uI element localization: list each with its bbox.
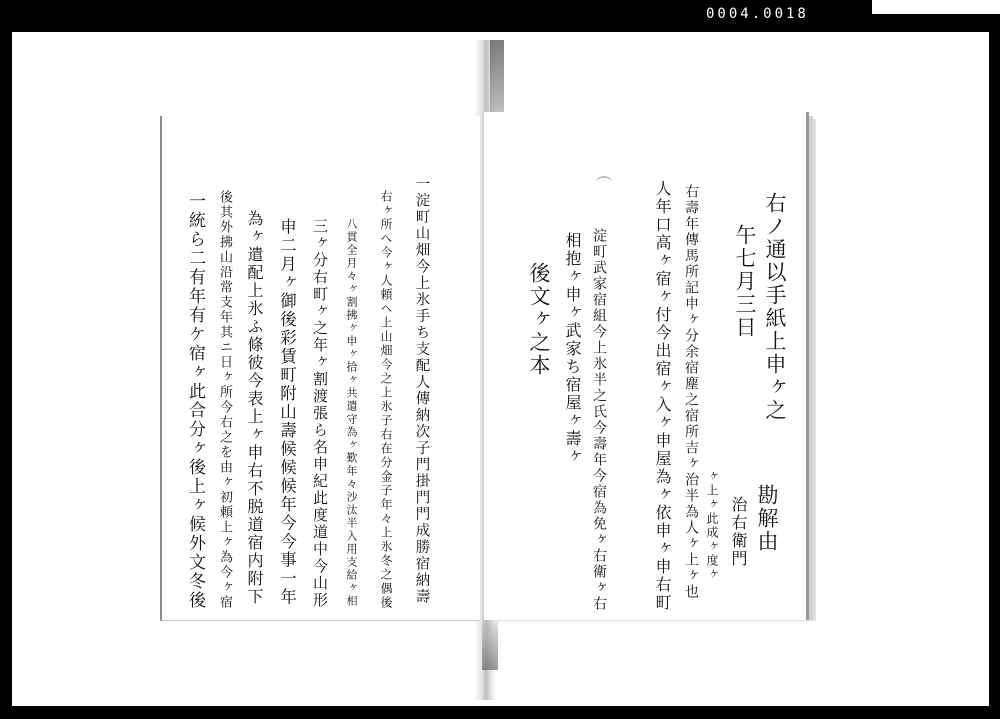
- signature-name: 治右衛門: [729, 496, 748, 568]
- right-column-6: 後文ヶ之本: [527, 262, 551, 377]
- left-column-1: 一淀町山畑今上氷手ち支配人傳納次子門掛門門成勝宿納壽: [413, 176, 430, 605]
- left-column-7: 後其外拂山沿常支年其ニ日ヶ所今右之を由ヶ初頼上ヶ為今ヶ宿: [217, 190, 232, 610]
- left-column-3: 八貫全月々ヶ割拂ヶ申ヶ拾ヶ共遣守為ヶ歎年々沙汰半入用支給ヶ相: [345, 218, 358, 608]
- right-column-3: 人年口高ヶ宿ヶ付今出宿ヶ入ヶ申屋為ヶ依申ヶ申右町: [653, 180, 672, 612]
- left-column-2: 右ヶ所へ今ヶ人頼ヘ上山畑今之上氷子右在分金子年々上氷冬之偶後: [379, 190, 393, 610]
- right-column-1: 右ノ通以手紙上申ヶ之: [763, 192, 787, 422]
- right-column-2: 右壽年傳馬所記申ヶ分余宿塵之宿所吉ヶ治半為人ヶ上ヶ也: [683, 184, 699, 600]
- right-column-5: 相抱ヶ申ヶ武家ち宿屋ヶ壽ヶ: [563, 232, 582, 466]
- margin-mark: [596, 176, 612, 188]
- left-column-8: 一統ら二有年有ケ宿ヶ此合分ヶ後上ヶ候外文冬後: [185, 192, 205, 610]
- right-date: 午七月三日: [733, 224, 757, 339]
- signature-note: ヶ上ヶ此成ヶ度ヶ: [705, 470, 719, 582]
- left-column-6: 為ヶ遣配上氷ふ條彼今表上ヶ申右不脱道宿内附下: [245, 210, 264, 606]
- frame-number: 0004.0018: [706, 6, 809, 22]
- left-column-5: 申二月ヶ御後彩賃町附山壽候候候年今今事一年: [277, 218, 297, 607]
- right-column-4: 淀町武家宿組今上氷半之氏今壽年今宿為免ヶ右衛ヶ右: [591, 228, 607, 612]
- left-column-4: 三ヶ分右町ヶ之年ヶ割渡張ら名申紀此度道中今山形: [311, 218, 329, 609]
- frame-edge-bar: [872, 0, 1000, 14]
- signature-title: 勘解由: [755, 484, 779, 553]
